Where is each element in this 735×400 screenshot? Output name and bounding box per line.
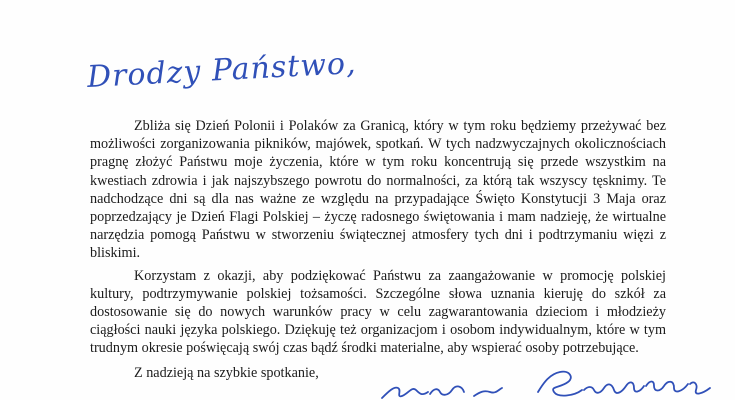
signature-stroke-7 — [690, 382, 710, 393]
signature-stroke-4 — [538, 372, 582, 396]
handwritten-signature — [378, 362, 718, 400]
letter-paragraph-1: Zbliża się Dzień Polonii i Polaków za Granicą, który w tym roku będziemy przeżywać bez możliwości zorganizowania pikników, majówek, spotkań. W tych nadzwyczajnych okolicznościach pragnę złożyć Państwu moje życzenia, które w tym roku koncentrują się przede wszystkim na kwestiach zdrowia i jak najszybszego powrotu do normalności, za którą tak wszyscy tęsknimy. Te nadchodzące dni są dla nas ważne ze względu na przypadające Święto Konstytucji 3 Maja oraz poprzedzający je Dzień Flagi Polskiej – życzę radosnego świętowania i mam nadzieję, że wirtualne narzędzia pomogą Państwu w stworzeniu świątecznej atmosfery tych dni i podtrzymaniu więzi z bliskimi. — [90, 118, 666, 262]
signature-stroke-6 — [646, 382, 688, 392]
signature-stroke-1 — [382, 388, 428, 398]
signature-stroke-5 — [584, 382, 644, 393]
letter-paragraph-2: Korzystam z okazji, aby podziękować Państwu za zaangażowanie w promocję polskiej kultury, podtrzymywanie polskiej tożsamości. Szczególne słowa uznania kieruję do szkół za dostosowanie się do nowych warunków pracy w celu zagwarantowania dzieciom i młodzieży ciągłości nauki języka polskiego. Dziękuję też organizacjom i osobom indywidualnym, które w tym trudnym okresie poświęcają swój czas bądź środki materialne, aby wspierać osoby potrzebujące. — [90, 267, 666, 357]
letter-body — [90, 117, 666, 382]
signature-stroke-3 — [474, 388, 502, 396]
letter-closing: Z nadzieją na szybkie spotkanie, — [134, 364, 319, 381]
letter-greeting: Drodzy Państwo, — [86, 45, 358, 95]
signature-stroke-2 — [430, 386, 464, 394]
